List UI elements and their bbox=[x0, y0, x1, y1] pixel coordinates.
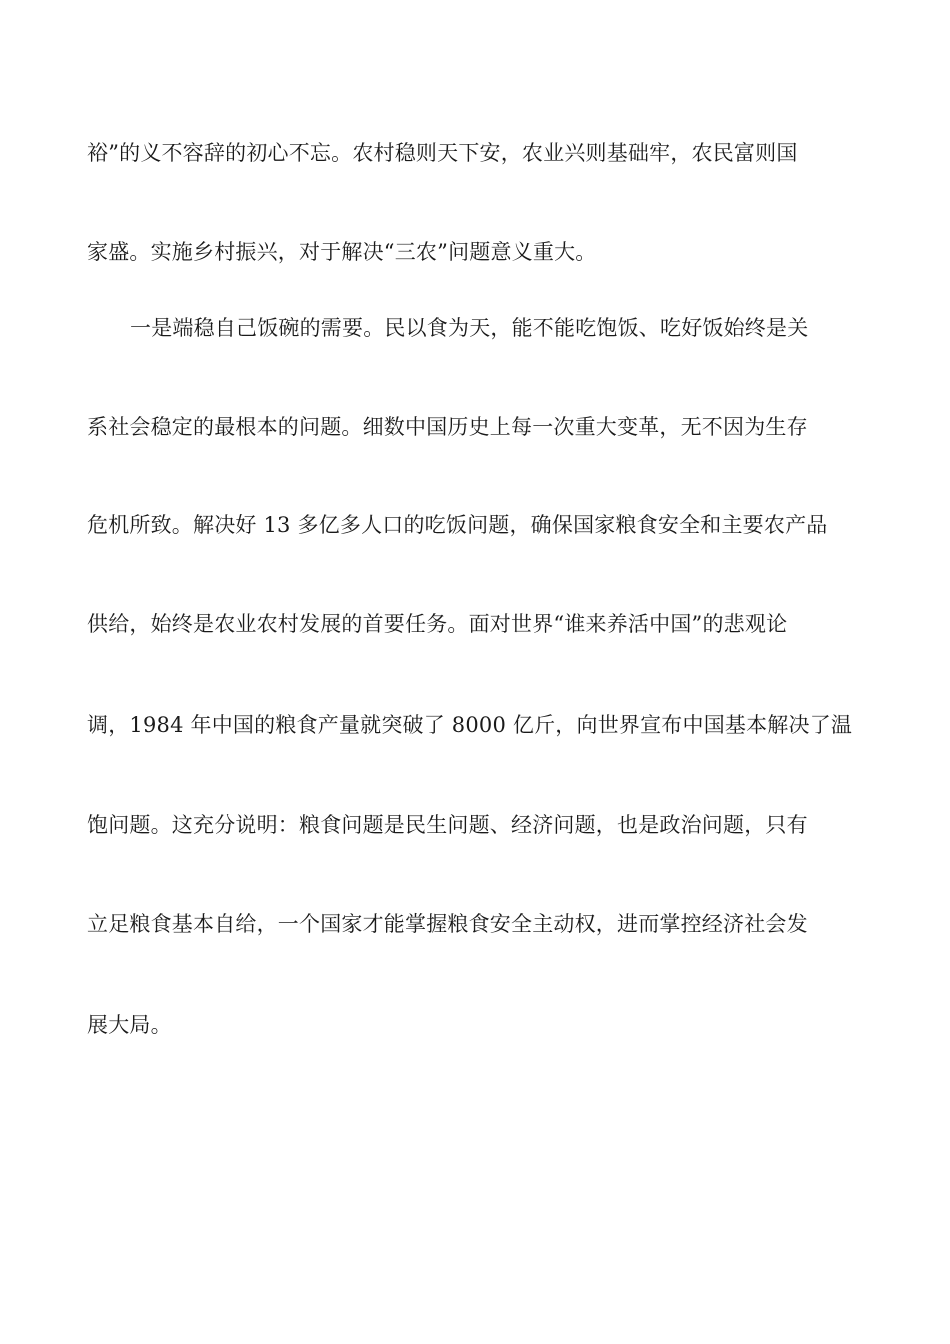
text-line: 家盛。实施乡村振兴，对于解决“三农”问题意义重大。 bbox=[87, 240, 597, 264]
text-line: 裕”的义不容辞的初心不忘。农村稳则天下安，农业兴则基础牢，农民富则国 bbox=[87, 141, 798, 165]
text-line: 立足粮食基本自给，一个国家才能掌握粮食安全主动权，进而掌控经济社会发 bbox=[87, 912, 808, 936]
text-line: 供给，始终是农业农村发展的首要任务。面对世界“谁来养活中国”的悲观论 bbox=[87, 612, 788, 636]
text-line: 危机所致。解决好 13 多亿多人口的吃饭问题，确保国家粮食安全和主要农产品 bbox=[87, 513, 828, 537]
text-line: 系社会稳定的最根本的问题。细数中国历史上每一次重大变革，无不因为生存 bbox=[87, 415, 808, 439]
text-line: 展大局。 bbox=[87, 1013, 172, 1037]
paragraph-first-line: 一是端稳自己饭碗的需要。民以食为天，能不能吃饱饭、吃好饭始终是关 bbox=[130, 316, 809, 340]
text-line: 饱问题。这充分说明：粮食问题是民生问题、经济问题，也是政治问题，只有 bbox=[87, 813, 808, 837]
text-line: 调，1984 年中国的粮食产量就突破了 8000 亿斤，向世界宣布中国基本解决了温 bbox=[87, 713, 853, 737]
